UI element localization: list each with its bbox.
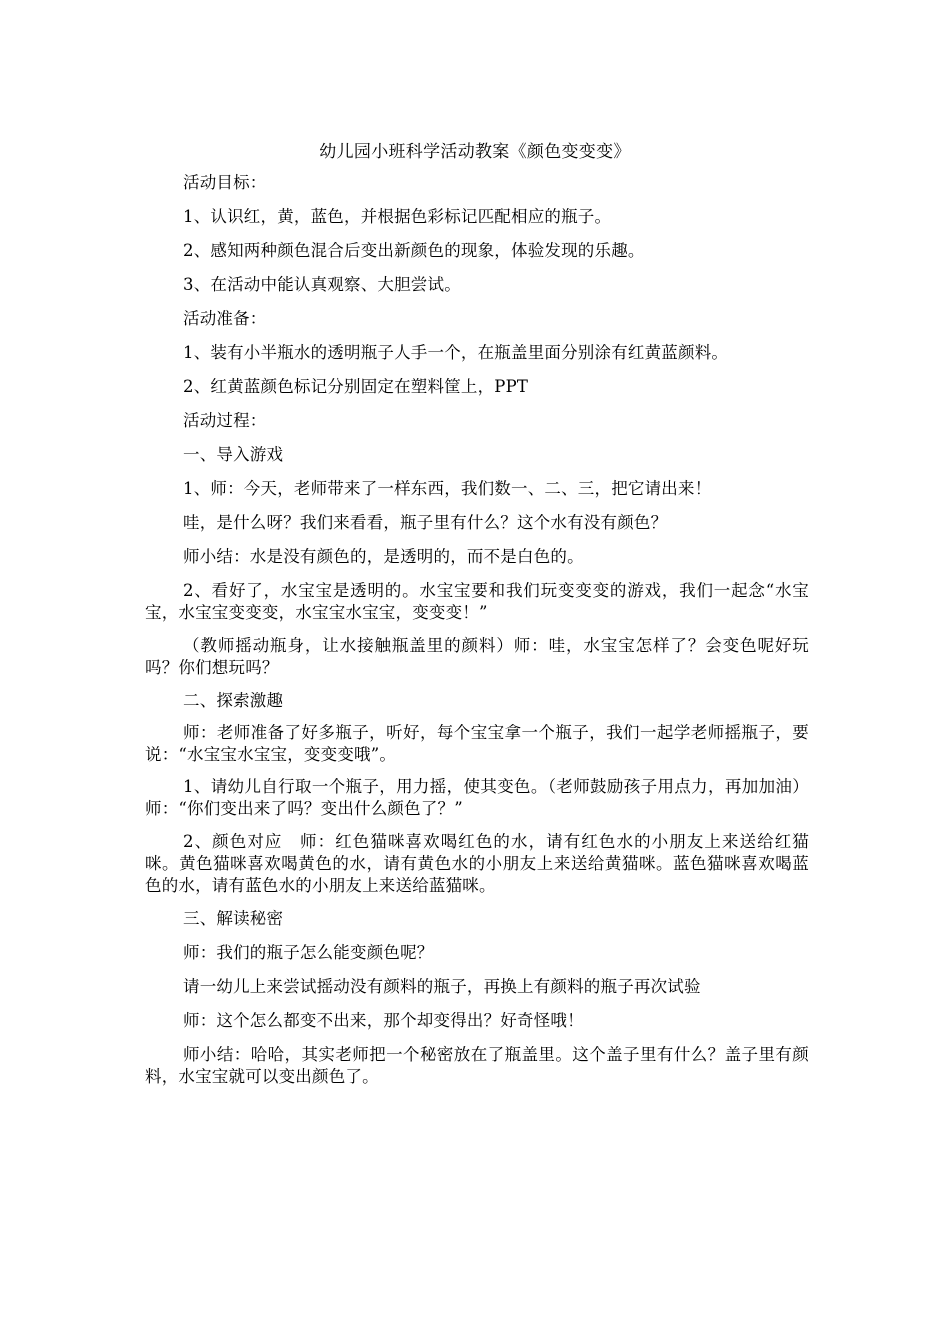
section-heading-goals: 活动目标： xyxy=(183,173,267,192)
document-body xyxy=(145,172,809,1098)
preparation-item-2: 2、红黄蓝颜色标记分别固定在塑料筐上，PPT xyxy=(183,377,529,396)
paragraph: 2、颜色对应 师：红色猫咪喜欢喝红色的水，请有红色水的小朋友上来送给红猫咪。黄色猫咪喜欢喝黄色的水，请有黄色水的小朋友上来送给黄猫咪。蓝色猫咪喜欢喝蓝色的水，请有蓝色水的小朋友上来送给蓝猫咪。 xyxy=(145,832,809,895)
paragraph: 哇，是什么呀？我们来看看，瓶子里有什么？这个水有没有颜色？ xyxy=(183,513,668,532)
paragraph: 师：这个怎么都变不出来，那个却变得出？好奇怪哦！ xyxy=(183,1011,584,1030)
subsection-heading-intro-game: 一、导入游戏 xyxy=(183,445,284,464)
subsection-heading-secret: 三、解读秘密 xyxy=(183,909,284,928)
goal-item-1: 1、认识红，黄，蓝色，并根据色彩标记匹配相应的瓶子。 xyxy=(183,207,612,226)
subsection-heading-explore: 二、探索激趣 xyxy=(183,691,284,710)
goal-item-3: 3、在活动中能认真观察、大胆尝试。 xyxy=(183,275,461,294)
section-heading-preparation: 活动准备： xyxy=(183,309,267,328)
paragraph: 2、看好了，水宝宝是透明的。水宝宝要和我们玩变变变的游戏，我们一起念“水宝宝，水宝宝变变变，水宝宝水宝宝，变变变！” xyxy=(145,581,809,622)
goal-item-2: 2、感知两种颜色混合后变出新颜色的现象，体验发现的乐趣。 xyxy=(183,241,645,260)
paragraph: 师：老师准备了好多瓶子，听好，每个宝宝拿一个瓶子，我们一起学老师摇瓶子，要说：“水宝宝水宝宝，变变变哦”。 xyxy=(145,723,809,764)
preparation-item-1: 1、装有小半瓶水的透明瓶子人手一个，在瓶盖里面分别涂有红黄蓝颜料。 xyxy=(183,343,729,362)
paragraph: 1、请幼儿自行取一个瓶子，用力摇，使其变色。（老师鼓励孩子用点力，再加加油）师：“你们变出来了吗？变出什么颜色了？” xyxy=(145,777,809,818)
paragraph: 师：我们的瓶子怎么能变颜色呢？ xyxy=(183,943,434,962)
document-title: 幼儿园小班科学活动教案《颜色变变变》 xyxy=(319,142,631,162)
paragraph: 师小结：水是没有颜色的，是透明的，而不是白色的。 xyxy=(183,547,584,566)
paragraph: （教师摇动瓶身，让水接触瓶盖里的颜料）师：哇，水宝宝怎样了？会变色呢好玩吗？你们想玩吗？ xyxy=(145,636,809,677)
paragraph: 1、师：今天，老师带来了一样东西，我们数一、二、三，把它请出来！ xyxy=(183,479,712,498)
paragraph: 请一幼儿上来尝试摇动没有颜料的瓶子，再换上有颜料的瓶子再次试验 xyxy=(183,977,701,996)
paragraph: 师小结：哈哈，其实老师把一个秘密放在了瓶盖里。这个盖子里有什么？盖子里有颜料，水宝宝就可以变出颜色了。 xyxy=(145,1045,809,1086)
section-heading-process: 活动过程： xyxy=(183,411,267,430)
